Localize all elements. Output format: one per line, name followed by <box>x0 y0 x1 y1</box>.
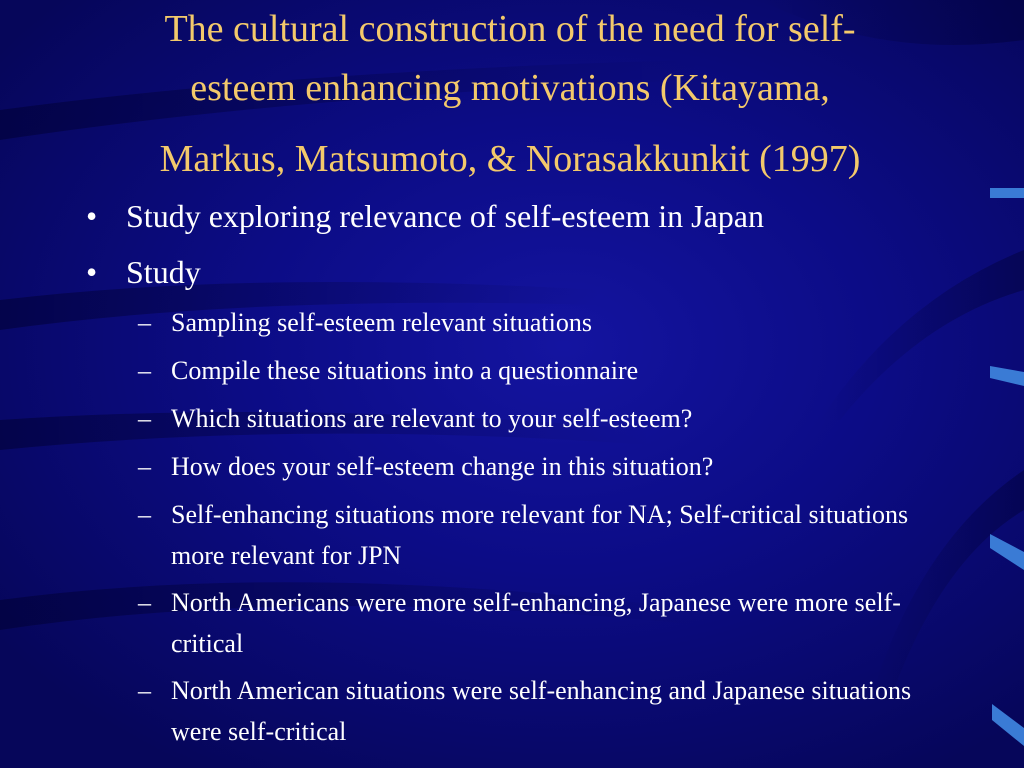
sub-bullet-item <box>84 670 934 752</box>
title-line: Markus, Matsumoto, & Norasakkunkit (1997) <box>159 138 861 180</box>
bullet-item <box>84 196 934 236</box>
sub-bullet-marker: – <box>138 588 151 617</box>
sub-bullet-text: Which situations are relevant to your self-esteem? <box>171 404 693 433</box>
accent-mark <box>992 704 1024 746</box>
bullet-text: Study exploring relevance of self-esteem in Japan <box>126 198 764 234</box>
bullet-item <box>84 252 934 292</box>
sub-bullet-marker: – <box>138 308 151 337</box>
accent-mark <box>990 188 1024 198</box>
sub-bullet-item <box>84 494 934 576</box>
bullet-marker: • <box>86 198 98 234</box>
sub-bullet-text: Compile these situations into a questionnaire <box>171 356 639 385</box>
bullet-marker: • <box>86 254 98 290</box>
sub-bullet-item <box>84 302 934 344</box>
accent-mark <box>990 366 1024 386</box>
sub-bullet-text: Sampling self-esteem relevant situations <box>171 308 592 337</box>
title-line: The cultural construction of the need for self- <box>164 8 856 50</box>
sub-bullet-marker: – <box>138 500 151 529</box>
accent-mark <box>990 534 1024 570</box>
sub-bullet-item <box>84 350 934 392</box>
sub-bullet-item <box>84 398 934 440</box>
sub-bullet-item <box>84 446 934 488</box>
slide-title <box>60 0 960 189</box>
slide-body <box>84 196 934 758</box>
sub-bullet-text: Self-enhancing situations more relevant for NA; Self-critical situations more relevant for JPN <box>171 500 909 570</box>
sub-bullet-text: How does your self-esteem change in this situation? <box>171 452 714 481</box>
sub-bullet-text: North American situations were self-enhancing and Japanese situations were self-critical <box>171 676 912 746</box>
sub-bullet-text: North Americans were more self-enhancing, Japanese were more self-critical <box>171 588 901 658</box>
sub-bullet-marker: – <box>138 404 151 433</box>
bullet-text: Study <box>126 254 201 290</box>
sub-bullet-item <box>84 582 934 664</box>
sub-bullet-marker: – <box>138 676 151 705</box>
sub-bullet-marker: – <box>138 452 151 481</box>
sub-bullet-marker: – <box>138 356 151 385</box>
title-line: esteem enhancing motivations (Kitayama, <box>190 67 830 109</box>
